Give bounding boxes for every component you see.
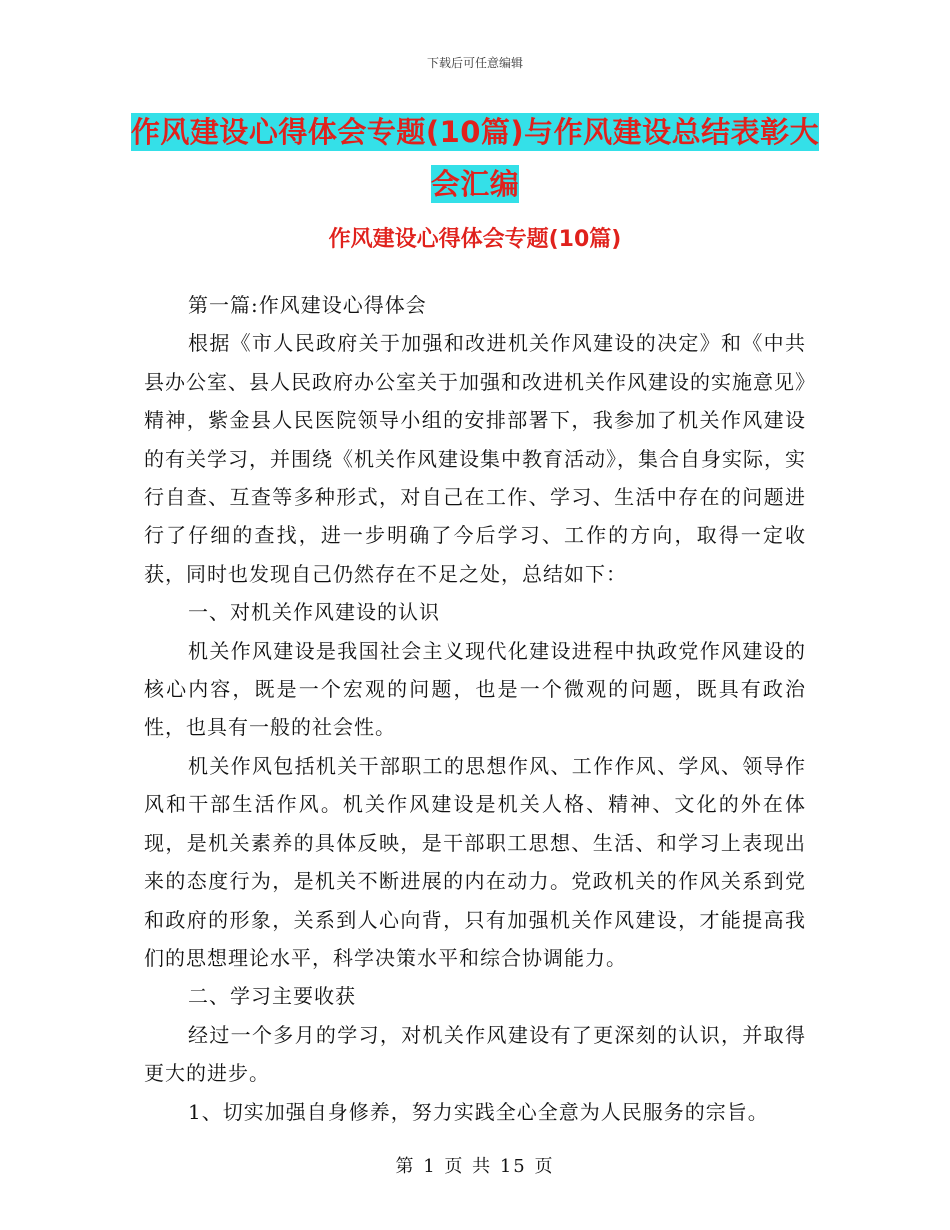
main-title	[110, 106, 840, 210]
section-title: 作风建设心得体会专题(10篇)	[328, 227, 622, 252]
document-body	[144, 286, 806, 1131]
page-footer: 第 1 页 共 15 页	[395, 1156, 555, 1177]
main-title-line1: 作风建设心得体会专题(10篇)与作风建设总结表彰大	[130, 115, 820, 149]
paragraph: 机关作风建设是我国社会主义现代化建设进程中执政党作风建设的核心内容，既是一个宏观的问题，也是一个微观的问题，既具有政治性，也具有一般的社会性。	[144, 638, 806, 740]
section-heading: 一、对机关作风建设的认识	[188, 600, 440, 625]
main-title-line2: 会汇编	[430, 167, 520, 201]
paragraph: 经过一个多月的学习，对机关作风建设有了更深刻的认识，并取得更大的进步。	[144, 1022, 806, 1086]
header-note: 下载后可任意编辑	[426, 56, 523, 70]
paragraph: 1、切实加强自身修养，努力实践全心全意为人民服务的宗旨。	[188, 1099, 769, 1124]
paragraph: 机关作风包括机关干部职工的思想作风、工作作风、学风、领导作风和干部生活作风。机关作风建设是机关人格、精神、文化的外在体现，是机关素养的具体反映，是干部职工思想、生活、和学习上表现出来的态度行为，是机关不断进展的内在动力。党政机关的作风关系到党和政府的形象，关系到人心向背，只有加强机关作风建设，才能提高我们的思想理论水平，科学决策水平和综合协调能力。	[144, 753, 806, 970]
chapter-heading: 第一篇:作风建设心得体会	[188, 293, 427, 317]
section-heading: 二、学习主要收获	[188, 984, 356, 1009]
paragraph: 根据《市人民政府关于加强和改进机关作风建设的决定》和《中共县办公室、县人民政府办公室关于加强和改进机关作风建设的实施意见》精神，紫金县人民医院领导小组的安排部署下，我参加了机关作风建设的有关学习，并围绕《机关作风建设集中教育活动》，集合自身实际，实行自查、互查等多种形式，对自己在工作、学习、生活中存在的问题进行了仔细的查找，进一步明确了今后学习、工作的方向，取得一定收获，同时也发现自己仍然存在不足之处，总结如下：	[144, 331, 806, 586]
